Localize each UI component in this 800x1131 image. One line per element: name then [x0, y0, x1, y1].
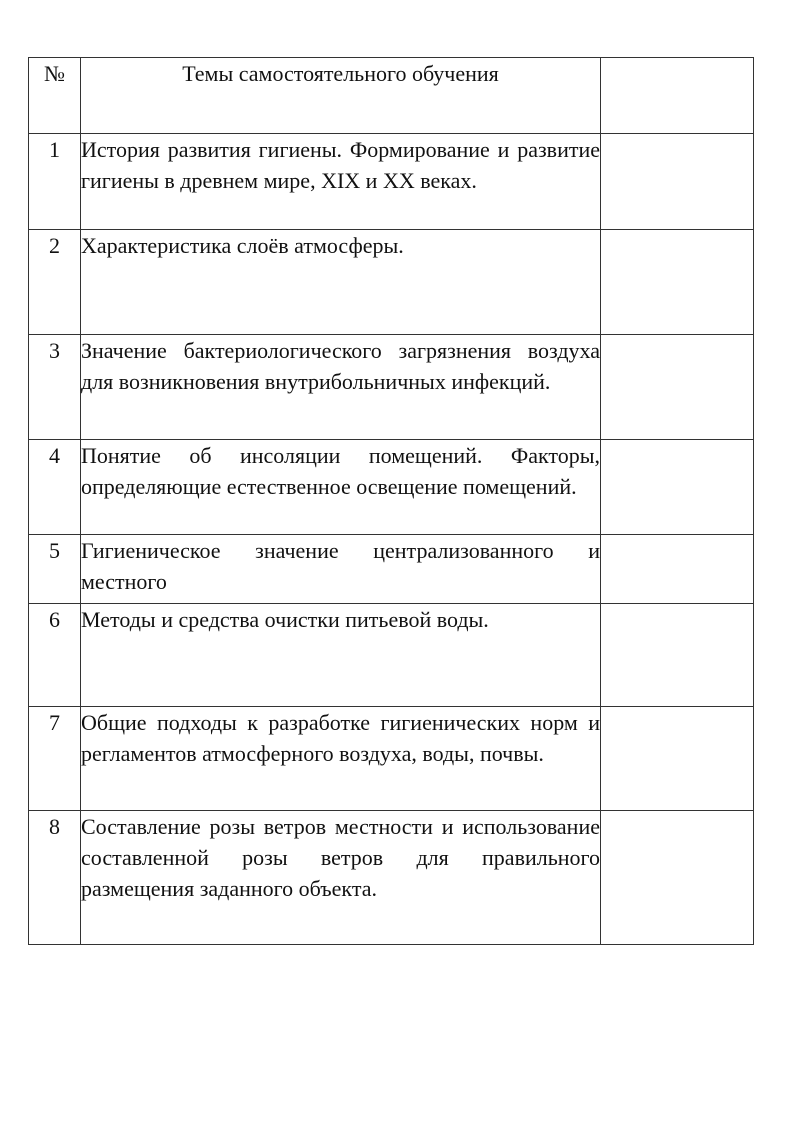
row-extra-cell: [601, 230, 754, 335]
row-topic: [81, 604, 601, 707]
table-row: [29, 535, 754, 604]
row-topic-text: Значение бактериологического загрязнения воздуха для возникновения внутрибольничных инфекций.: [81, 338, 600, 394]
row-topic: [81, 335, 601, 440]
header-number: №: [29, 58, 81, 134]
row-topic-text: Методы и средства очистки питьевой воды.: [81, 607, 489, 632]
row-topic-text: Гигиеническое значение централизованного и местного: [81, 538, 600, 594]
row-extra-cell: [601, 707, 754, 811]
header-topics: Темы самостоятельного обучения: [81, 58, 601, 134]
row-topic: [81, 134, 601, 230]
row-extra-cell: [601, 604, 754, 707]
table-row: [29, 811, 754, 945]
row-topic-text: Характеристика слоёв атмосферы.: [81, 233, 404, 258]
header-extra: [601, 58, 754, 134]
row-number: 3: [29, 335, 81, 440]
row-topic: [81, 707, 601, 811]
row-topic-text: Понятие об инсоляции помещений. Факторы, определяющие естественное освещение помещений.: [81, 443, 600, 499]
table-row: [29, 440, 754, 535]
row-topic-text: Общие подходы к разработке гигиенических норм и регламентов атмосферного воздуха, воды, почвы.: [81, 710, 600, 766]
table-row: [29, 134, 754, 230]
row-number: 8: [29, 811, 81, 945]
row-topic: [81, 230, 601, 335]
row-number: 1: [29, 134, 81, 230]
table-header-row: [29, 58, 754, 134]
row-topic-text: История развития гигиены. Формирование и развитие гигиены в древнем мире, XIX и XX веках.: [81, 137, 600, 193]
row-extra-cell: [601, 440, 754, 535]
row-number: 2: [29, 230, 81, 335]
row-number: 7: [29, 707, 81, 811]
row-topic: [81, 440, 601, 535]
row-topic: [81, 535, 601, 604]
topics-table: [28, 57, 754, 945]
table-row: [29, 335, 754, 440]
row-extra-cell: [601, 335, 754, 440]
table-row: [29, 230, 754, 335]
table-row: [29, 604, 754, 707]
row-extra-cell: [601, 535, 754, 604]
row-topic-text: Составление розы ветров местности и использование составленной розы ветров для правильного размещения заданного объекта.: [81, 814, 600, 901]
row-topic: [81, 811, 601, 945]
row-extra-cell: [601, 134, 754, 230]
row-number: 5: [29, 535, 81, 604]
table-row: [29, 707, 754, 811]
row-extra-cell: [601, 811, 754, 945]
row-number: 4: [29, 440, 81, 535]
row-number: 6: [29, 604, 81, 707]
